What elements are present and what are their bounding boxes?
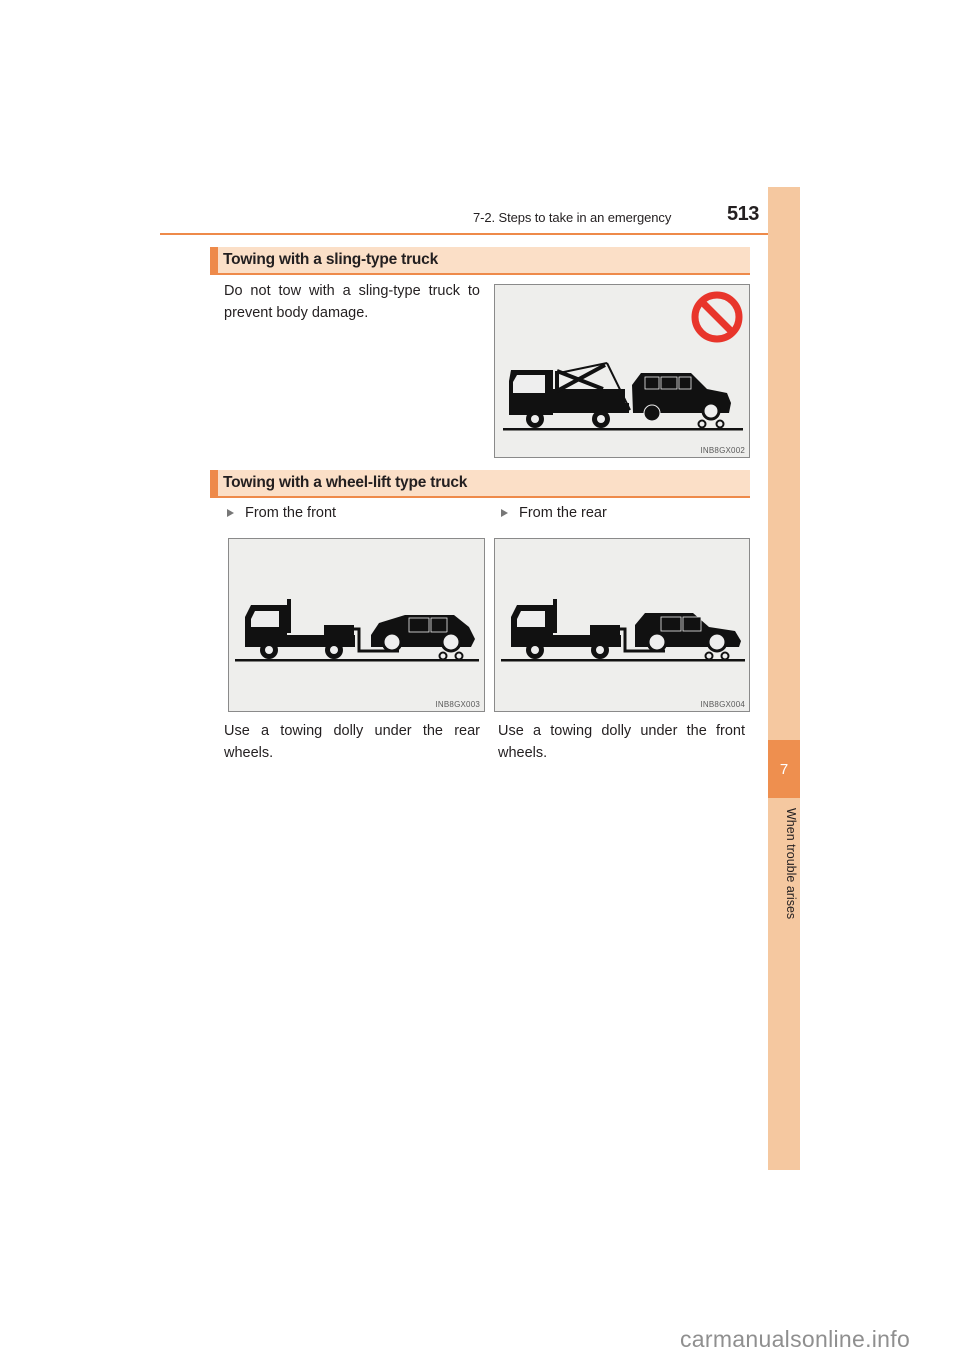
section-heading-sling <box>210 247 750 275</box>
section-accent <box>210 247 218 273</box>
section-title: Towing with a wheel-lift type truck <box>223 474 468 491</box>
section-title: Towing with a sling-type truck <box>223 251 439 268</box>
bullet-from-rear <box>498 505 607 521</box>
triangle-bullet-icon <box>501 509 508 517</box>
section-heading-wheel-lift <box>210 470 750 498</box>
watermark-link[interactable]: carmanualsonline.info <box>680 1326 911 1352</box>
wheel-lift-front-illustration <box>229 539 485 712</box>
figure-wheel-lift-front <box>228 538 485 712</box>
caption-front: Use a towing dolly under the rear wheels. <box>224 723 480 761</box>
running-header-title: 7-2. Steps to take in an emergency <box>473 210 672 225</box>
bullet-from-front <box>224 505 336 521</box>
sling-warning-text: Do not tow with a sling-type truck to prevent body damage. <box>224 283 480 321</box>
chapter-number: 7 <box>779 760 789 778</box>
section-accent <box>210 470 218 496</box>
bullet-label: From the front <box>245 505 337 521</box>
figure-code: INB8GX004 <box>700 700 745 709</box>
caption-rear: Use a towing dolly under the front wheels. <box>498 723 745 761</box>
chapter-side-tab <box>768 187 800 1170</box>
figure-wheel-lift-rear <box>494 538 750 712</box>
figure-sling-truck <box>494 284 750 458</box>
figure-code: INB8GX002 <box>700 446 745 455</box>
wheel-lift-rear-illustration <box>495 539 750 712</box>
chapter-number-box <box>768 740 800 798</box>
bullet-label: From the rear <box>519 505 607 521</box>
figure-code: INB8GX003 <box>435 700 480 709</box>
sling-truck-illustration <box>495 285 750 458</box>
page-number: 513 <box>727 203 759 225</box>
chapter-title: When trouble arises <box>784 808 798 920</box>
prohibited-icon <box>695 295 739 339</box>
header-divider <box>160 233 800 235</box>
triangle-bullet-icon <box>227 509 234 517</box>
